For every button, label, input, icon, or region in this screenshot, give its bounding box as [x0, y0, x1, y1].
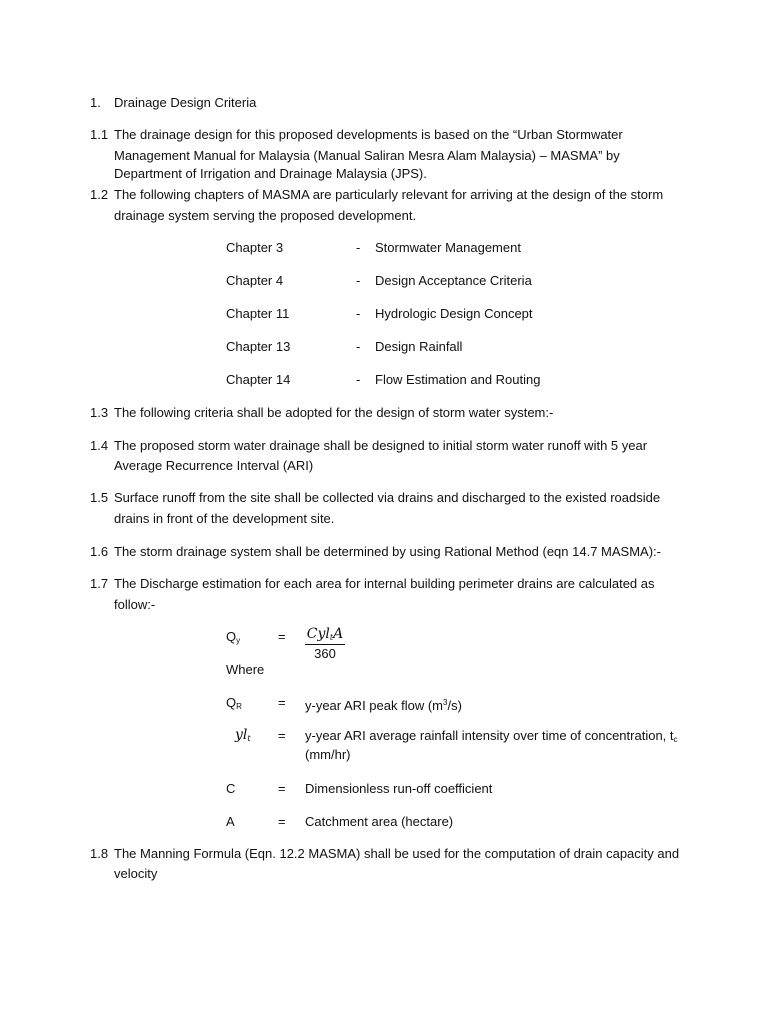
- clause-text-line: The Manning Formula (Eqn. 12.2 MASMA) shall be used for the computation of drain capacity and: [114, 846, 680, 861]
- definition-symbol: A: [226, 814, 235, 829]
- chapter-dash: -: [356, 372, 361, 387]
- clause-number: 1.1: [90, 127, 109, 142]
- clause-text-line: The Discharge estimation for each area for internal building perimeter drains are calculated as: [114, 576, 655, 591]
- clause-text-line: drains in front of the development site.: [114, 511, 335, 526]
- clause-text-line: The proposed storm water drainage shall be designed to initial storm water runoff with 5 year: [114, 438, 648, 453]
- clause-number: 1.7: [90, 576, 109, 591]
- chapter-dash: -: [356, 339, 361, 354]
- definition-text: Dimensionless run-off coefficient: [305, 781, 493, 796]
- clause-text-line: The drainage design for this proposed developments is based on the “Urban Stormwater: [114, 127, 623, 142]
- clause-text-line: Average Recurrence Interval (ARI): [114, 458, 314, 473]
- clause-number: 1.6: [90, 544, 109, 559]
- definition-symbol: $yl_t$: [235, 727, 251, 743]
- formula-fraction: [305, 626, 345, 661]
- clause-number: 1.5: [90, 490, 109, 505]
- definition-equals: =: [278, 781, 286, 796]
- clause-text-line: Surface runoff from the site shall be collected via drains and discharged to the existed roadside: [114, 490, 661, 505]
- chapter-dash: -: [356, 306, 361, 321]
- chapter-number: Chapter 13: [226, 339, 291, 354]
- definition-equals: =: [278, 695, 286, 710]
- chapter-number: Chapter 4: [226, 273, 284, 288]
- heading-title: Drainage Design Criteria: [114, 95, 257, 110]
- chapter-title: Design Acceptance Criteria: [375, 273, 532, 288]
- chapter-title: Hydrologic Design Concept: [375, 306, 533, 321]
- definition-symbol: C: [226, 781, 236, 796]
- clause-number: 1.2: [90, 187, 109, 202]
- clause-text-line: follow:-: [114, 597, 156, 612]
- formula-equals: =: [278, 629, 286, 644]
- definition-text: y-year ARI peak flow $(m^3/s)$: [305, 698, 462, 713]
- formula-where: Where: [226, 662, 265, 677]
- clause-number: 1.3: [90, 405, 109, 420]
- heading-number: 1.: [90, 95, 101, 110]
- formula-denominator: 360: [314, 646, 336, 661]
- chapter-number: Chapter 3: [226, 240, 284, 255]
- chapter-dash: -: [356, 240, 361, 255]
- chapter-dash: -: [356, 273, 361, 288]
- definition-equals: =: [278, 728, 286, 743]
- clause-text-line: drainage system serving the proposed development.: [114, 208, 417, 223]
- chapter-title: Design Rainfall: [375, 339, 463, 354]
- definition-equals: =: [278, 814, 286, 829]
- clause-number: 1.8: [90, 846, 109, 861]
- definition-text-continued: (mm/hr): [305, 747, 351, 762]
- definition-text: y-year ARI average rainfall intensity over time of concentration, $t_c$: [305, 728, 678, 744]
- clause-text-line: Management Manual for Malaysia (Manual Saliran Mesra Alam Malaysia) – MASMA” by: [114, 148, 620, 163]
- clause-number: 1.4: [90, 438, 109, 453]
- definition-symbol: $Q_R$: [226, 695, 242, 711]
- formula-numerator: Cyl$_t$A: [305, 626, 345, 645]
- clause-text-line: The following criteria shall be adopted for the design of storm water system:-: [114, 405, 554, 420]
- clause-text-line: Department of Irrigation and Drainage Malaysia (JPS).: [114, 166, 427, 181]
- chapter-title: Stormwater Management: [375, 240, 521, 255]
- clause-text-line: The following chapters of MASMA are particularly relevant for arriving at the design of the storm: [114, 187, 664, 202]
- chapter-title: Flow Estimation and Routing: [375, 372, 541, 387]
- chapter-number: Chapter 11: [226, 306, 290, 321]
- definition-text: Catchment area (hectare): [305, 814, 454, 829]
- chapter-number: Chapter 14: [226, 372, 291, 387]
- clause-text-line: The storm drainage system shall be determined by using Rational Method (eqn 14.7 MASMA):-: [114, 544, 661, 559]
- clause-text-line: velocity: [114, 866, 158, 881]
- formula-lhs: $Q_y$: [226, 629, 241, 645]
